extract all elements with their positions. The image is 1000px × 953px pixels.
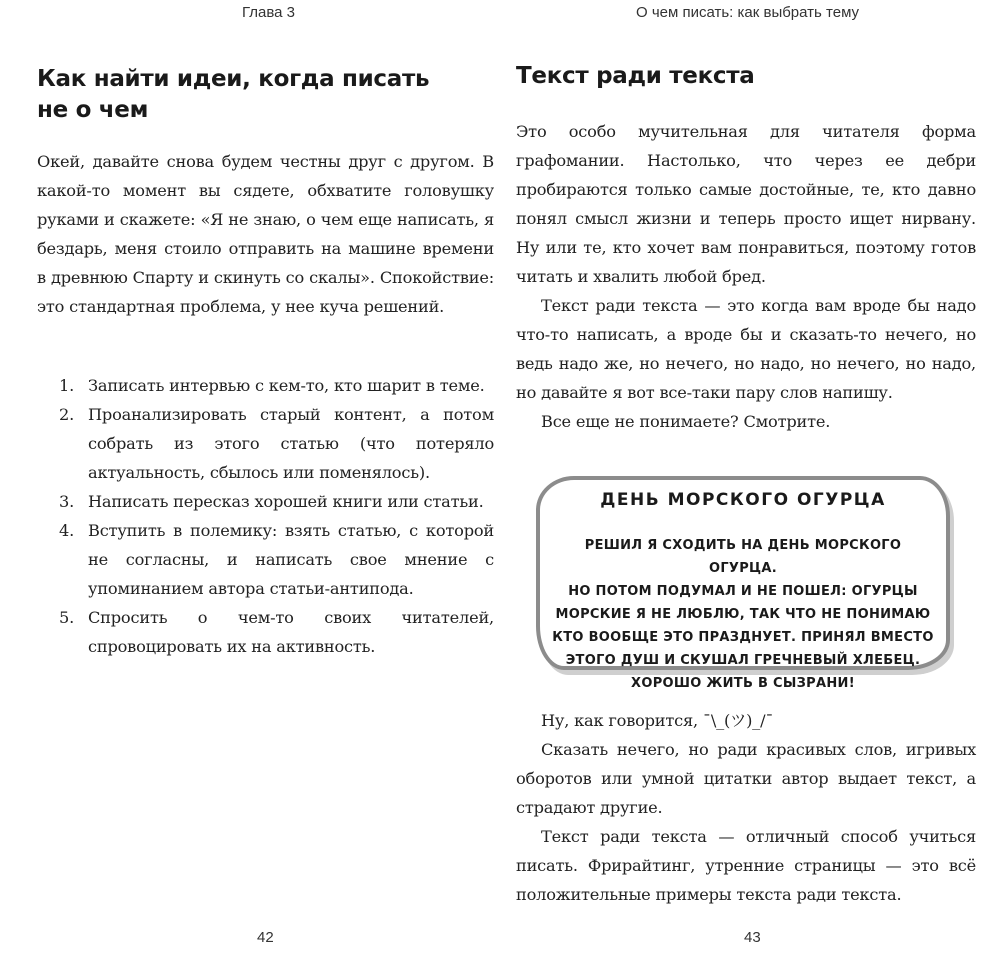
heading-line: Как найти идеи, когда писать [37,66,430,92]
paragraph: Это особо мучительная для читателя форма графомании. Настолько, что через ее дебри пробираются только самые достойные, те, кто давно понял смысл жизни и теперь просто ищет нирвану. Ну или те, кто хочет вам понравиться, поэтому готов читать и хвалить любой бред. [516,122,976,286]
callout-line: НО ПОТОМ ПОДУМАЛ И НЕ ПОШЕЛ: ОГУРЦЫ [568,584,918,599]
callout-line: ХОРОШО ЖИТЬ В СЫЗРАНИ! [631,676,855,691]
list-item [37,487,494,516]
list-item-text: Написать пересказ хорошей книги или статьи. [88,492,484,511]
paragraph: Окей, давайте снова будем честны друг с другом. В какой-то момент вы сядете, обхватите головушку руками и скажете: «Я не знаю, о чем еще написать, я бездарь, меня стоило отправить на машине времени в древнюю Спарту и скинуть со скалы». Спокойствие: это стандартная проблема, у нее куча решений. [37,152,494,316]
callout-line: ЭТОГО ДУШ И СКУШАЛ ГРЕЧНЕВЫЙ ХЛЕБЕЦ. [565,653,921,668]
list-number: 5. [59,608,75,627]
list-item-text: Спросить о чем-то своих читателей, спровоцировать их на активность. [88,608,494,656]
list-number: 1. [59,376,75,395]
callout-text [550,534,936,695]
ideas-list [37,371,494,661]
page-number: 43 [744,929,761,946]
list-item [37,603,494,661]
list-item [37,371,494,400]
list-item-text: Проанализировать старый контент, а потом собрать из этого статью (что потеряло актуальность, сбылось или поменялось). [88,405,494,482]
page-number: 42 [257,929,274,946]
callout-line: КТО ВООБЩЕ ЭТО ПРАЗДНУЕТ. ПРИНЯЛ ВМЕСТО [552,630,934,645]
callout-line: МОРСКИЕ Я НЕ ЛЮБЛЮ, ТАК ЧТО НЕ ПОНИМАЮ [555,607,931,622]
list-number: 2. [59,405,75,424]
paragraph: Текст ради текста — это когда вам вроде бы надо что-то написать, а вроде бы и сказать-то нечего, но ведь надо же, но нечего, но надо, но нечего, но надо, но давайте я вот все-таки пару слов напишу. [516,296,976,402]
body-top [516,117,976,436]
paragraph: Сказать нечего, но ради красивых слов, игривых оборотов или умной цитатки автор выдает текст, а страдают другие. [516,740,976,817]
list-item [37,516,494,603]
list-number: 4. [59,521,75,540]
section-heading-ideas [37,64,477,126]
list-item-text: Записать интервью с кем-то, кто шарит в теме. [88,376,485,395]
body-bottom [516,706,976,909]
paragraph: Ну, как говорится, ¯\_(ツ)_/¯ [541,711,774,730]
heading-line: не о чем [37,97,149,123]
list-item [37,400,494,487]
list-number: 3. [59,492,75,511]
list-item-text: Вступить в полемику: взять статью, с которой не согласны, и написать свое мнение с упоминанием автора статьи-антипода. [88,521,494,598]
right-page [500,0,1000,953]
callout-title: ДЕНЬ МОРСКОГО ОГУРЦА [600,490,886,510]
paragraph: Текст ради текста — отличный способ учиться писать. Фрирайтинг, утренние страницы — это всё положительные примеры текста ради текста. [516,827,976,904]
section-heading-text-for-text: Текст ради текста [516,63,755,89]
example-callout-box [536,476,950,691]
running-head-section: О чем писать: как выбрать тему [636,4,860,21]
running-head-chapter: Глава 3 [242,4,296,21]
paragraph: Все еще не понимаете? Смотрите. [541,412,831,431]
callout-line: РЕШИЛ Я СХОДИТЬ НА ДЕНЬ МОРСКОГО ОГУРЦА. [584,538,902,576]
intro-paragraph [37,147,494,321]
